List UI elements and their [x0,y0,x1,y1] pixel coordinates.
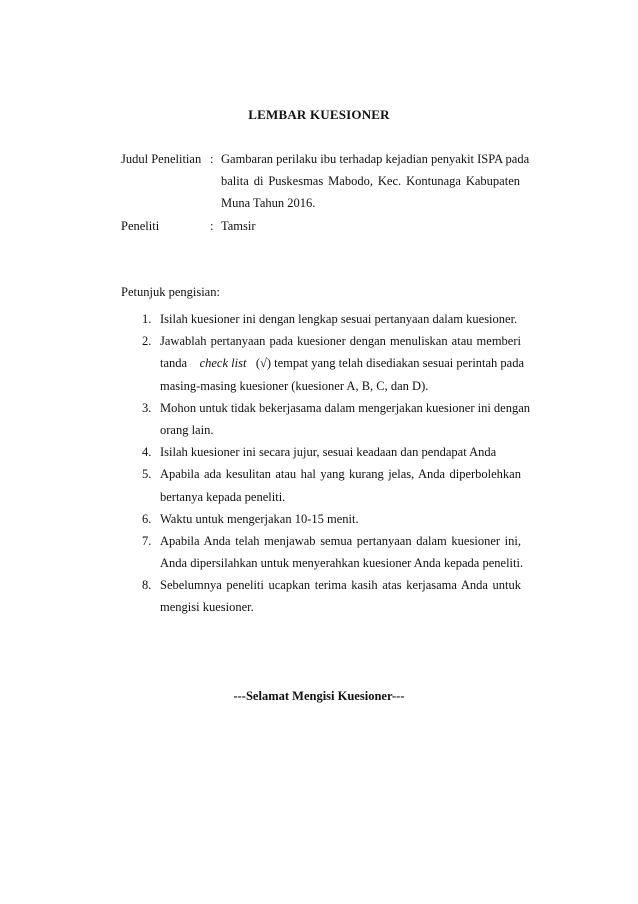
item-text: orang lain. [160,422,214,437]
researcher-colon: : [210,219,214,233]
item-number: 8. [142,578,152,593]
item-text: mengisi kuesioner. [160,600,254,615]
item-number: 5. [142,467,152,482]
item-text: Jawablah pertanyaan pada kuesioner dengan menuliskan atau memberi [160,334,521,349]
item-text: masing-masing kuesioner (kuesioner A, B, C, dan D). [160,378,429,393]
item-number: 2. [142,334,152,349]
item-text: Isilah kuesioner ini secara jujur, sesuai keadaan dan pendapat Anda [160,445,497,460]
research-title-colon: : [210,152,214,166]
list-item [121,330,525,397]
item-number: 7. [142,533,152,548]
research-title-line: Muna Tahun 2016. [221,196,316,210]
item-text: Anda dipersilahkan untuk menyerahkan kuesioner Anda kepada peneliti. [160,556,524,571]
list-item [121,574,521,618]
list-item [121,441,521,463]
item-number: 6. [142,511,152,526]
research-title-row [121,148,530,214]
researcher-row [121,215,521,237]
instructions-list [121,308,531,619]
list-item [121,530,524,574]
item-text: Mohon untuk tidak bekerjasama dalam mengerjakan kuesioner ini dengan [160,400,531,415]
item-text: Waktu untuk mengerjakan 10-15 menit. [160,511,359,526]
item-text: Sebelumnya peneliti ucapkan terima kasih atas kerjasama Anda untuk [160,578,521,593]
researcher-value [221,215,520,237]
item-text: tanda [160,356,188,371]
item-text: (√) tempat yang telah disediakan sesuai perintah pada [255,356,525,371]
item-text: Apabila Anda telah menjawab semua pertanyaan dalam kuesioner ini, [160,533,521,548]
item-text-check-line [160,352,525,374]
list-item [121,463,521,507]
item-text: Isilah kuesioner ini dengan lengkap sesuai pertanyaan dalam kuesioner. [160,312,518,326]
research-title-line: balita di Puskesmas Mabodo, Kec. Kontunaga Kabupaten [221,174,520,188]
item-number: 4. [142,445,152,460]
list-item [121,397,531,441]
item-text: Apabila ada kesulitan atau hal yang kurang jelas, Anda diperbolehkan [160,467,521,482]
document-title: LEMBAR KUESIONER [248,107,390,122]
research-title-label: Judul Penelitian [121,152,202,166]
instructions-heading: Petunjuk pengisian: [121,285,220,299]
list-item [121,308,521,330]
item-number: 1. [142,312,152,326]
item-text: bertanya kepada peneliti. [160,489,286,504]
research-title-value [221,148,530,214]
check-list-term: check list [199,356,247,371]
researcher-name: Tamsir [221,219,256,233]
closing-message: ---Selamat Mengisi Kuesioner--- [233,689,405,703]
research-title-line: Gambaran perilaku ibu terhadap kejadian penyakit ISPA pada [221,152,530,166]
researcher-label: Peneliti [121,219,160,233]
item-number: 3. [142,400,152,415]
list-item [121,508,521,530]
